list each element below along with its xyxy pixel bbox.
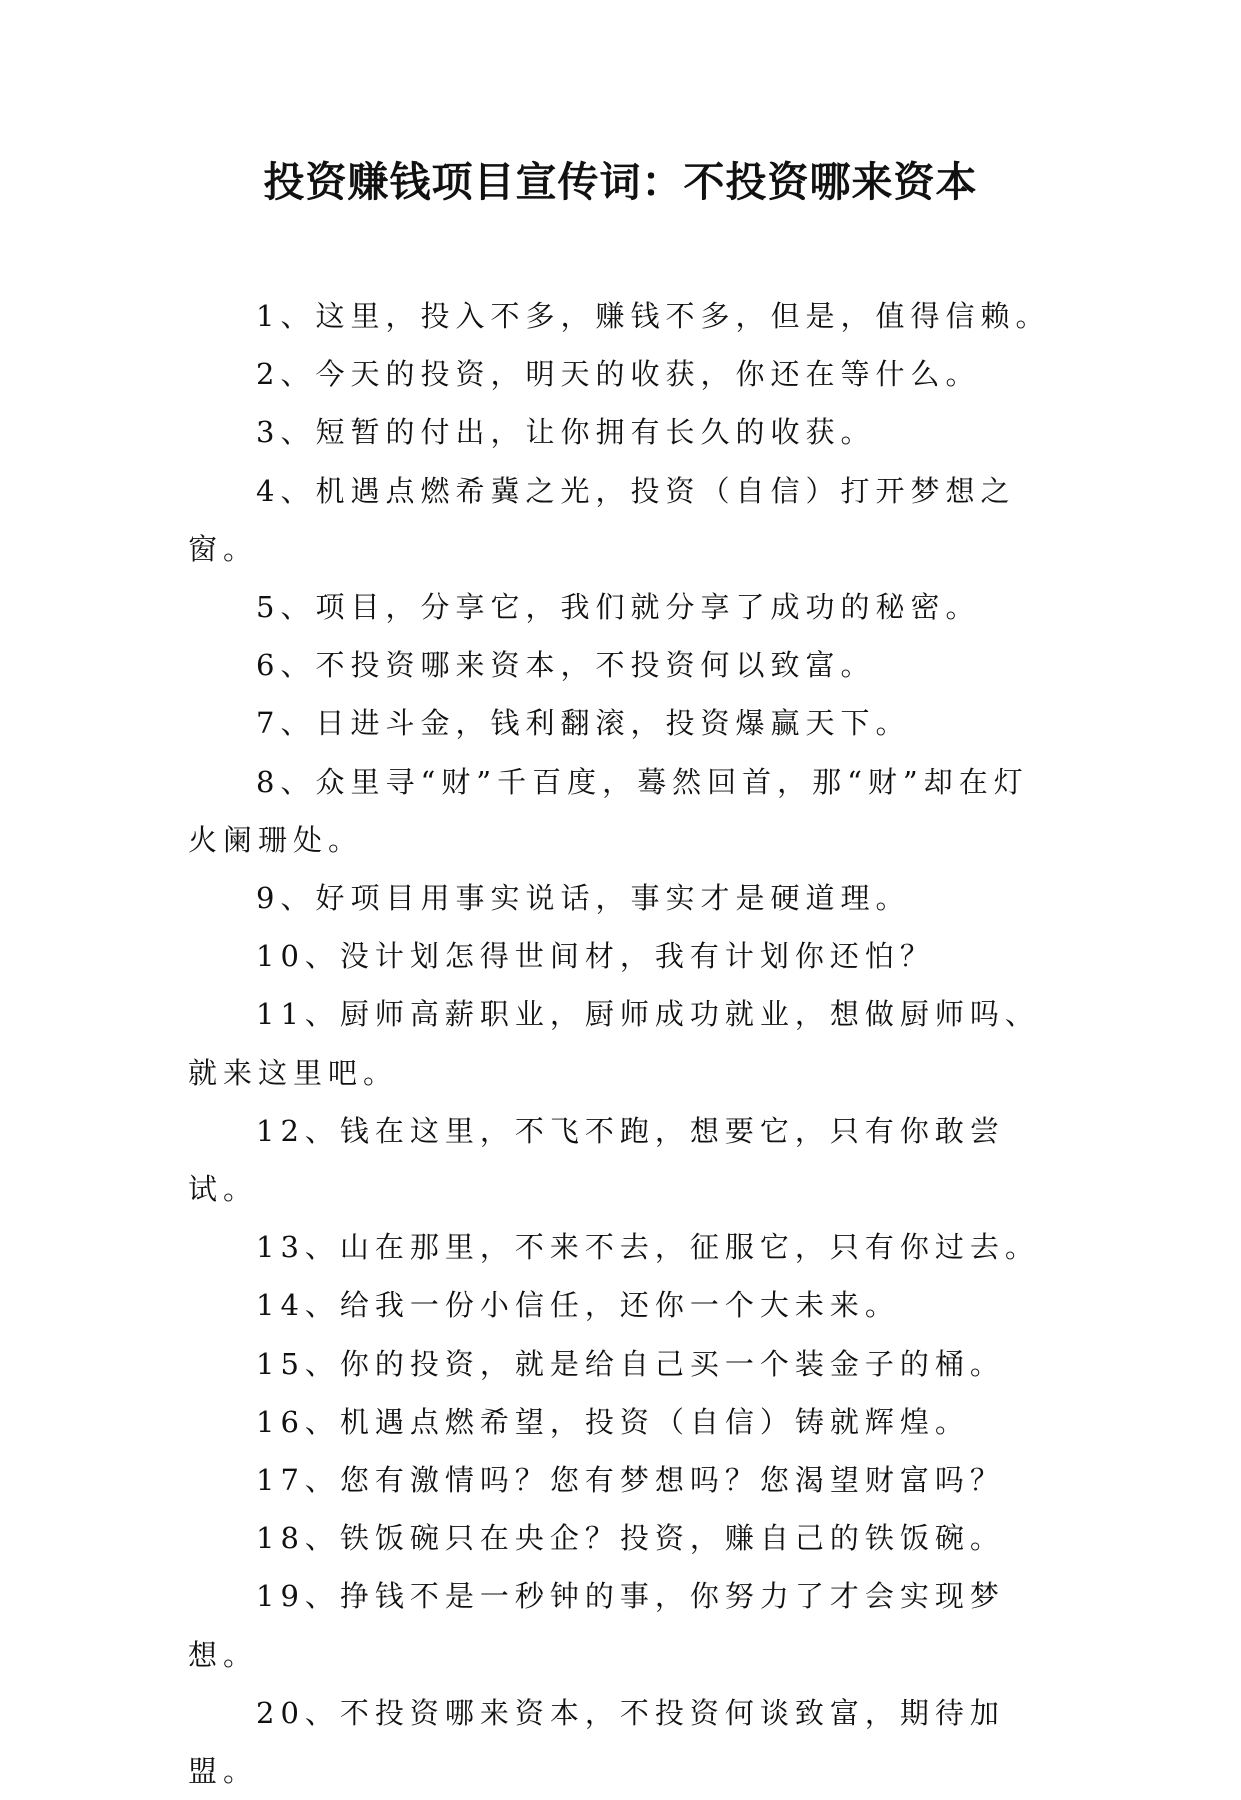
slogan-paragraph: 17、您有激情吗？您有梦想吗？您渴望财富吗？ xyxy=(256,1463,1005,1498)
slogan-paragraph: 16、机遇点燃希望，投资（自信）铸就辉煌。 xyxy=(256,1404,970,1439)
slogan-paragraph: 6、不投资哪来资本，不投资何以致富。 xyxy=(256,648,876,683)
slogan-paragraph: 15、你的投资，就是给自己买一个装金子的桶。 xyxy=(256,1346,1005,1381)
document-body xyxy=(188,287,1053,1800)
slogan-paragraph: 2、今天的投资，明天的收获，你还在等什么。 xyxy=(256,357,981,392)
slogan-paragraph: 11、厨师高薪职业，厨师成功就业，想做厨师吗、就来这里吧。 xyxy=(188,997,1040,1090)
slogan-paragraph: 1、这里，投入不多，赚钱不多，但是，值得信赖。 xyxy=(256,299,1051,333)
slogan-paragraph: 13、山在那里，不来不去，征服它，只有你过去。 xyxy=(256,1230,1040,1265)
slogan-paragraph: 19、挣钱不是一秒钟的事，你努力了才会实现梦想。 xyxy=(188,1579,1005,1672)
slogan-paragraph: 18、铁饭碗只在央企？投资，赚自己的铁饭碗。 xyxy=(256,1521,1005,1556)
slogan-paragraph: 7、日进斗金，钱利翻滚，投资爆赢天下。 xyxy=(256,706,911,741)
slogan-paragraph: 9、好项目用事实说话，事实才是硬道理。 xyxy=(256,881,911,916)
slogan-paragraph: 14、给我一份小信任，还你一个大未来。 xyxy=(256,1288,900,1323)
document-title: 投资赚钱项目宣传词：不投资哪来资本 xyxy=(263,158,978,206)
slogan-paragraph: 10、没计划怎得世间材，我有计划你还怕？ xyxy=(256,939,935,974)
slogan-paragraph: 4、机遇点燃希冀之光，投资（自信）打开梦想之窗。 xyxy=(188,473,1016,566)
slogan-paragraph: 3、短暂的付出，让你拥有长久的收获。 xyxy=(256,415,876,450)
slogan-paragraph: 12、钱在这里，不飞不跑，想要它，只有你敢尝试。 xyxy=(188,1113,1005,1207)
slogan-paragraph: 8、众里寻“财”千百度，蓦然回首，那“财”却在灯火阑珊处。 xyxy=(188,764,1029,857)
slogan-paragraph: 20、不投资哪来资本，不投资何谈致富，期待加盟。 xyxy=(188,1695,1005,1789)
slogan-paragraph: 5、项目，分享它，我们就分享了成功的秘密。 xyxy=(256,590,981,625)
